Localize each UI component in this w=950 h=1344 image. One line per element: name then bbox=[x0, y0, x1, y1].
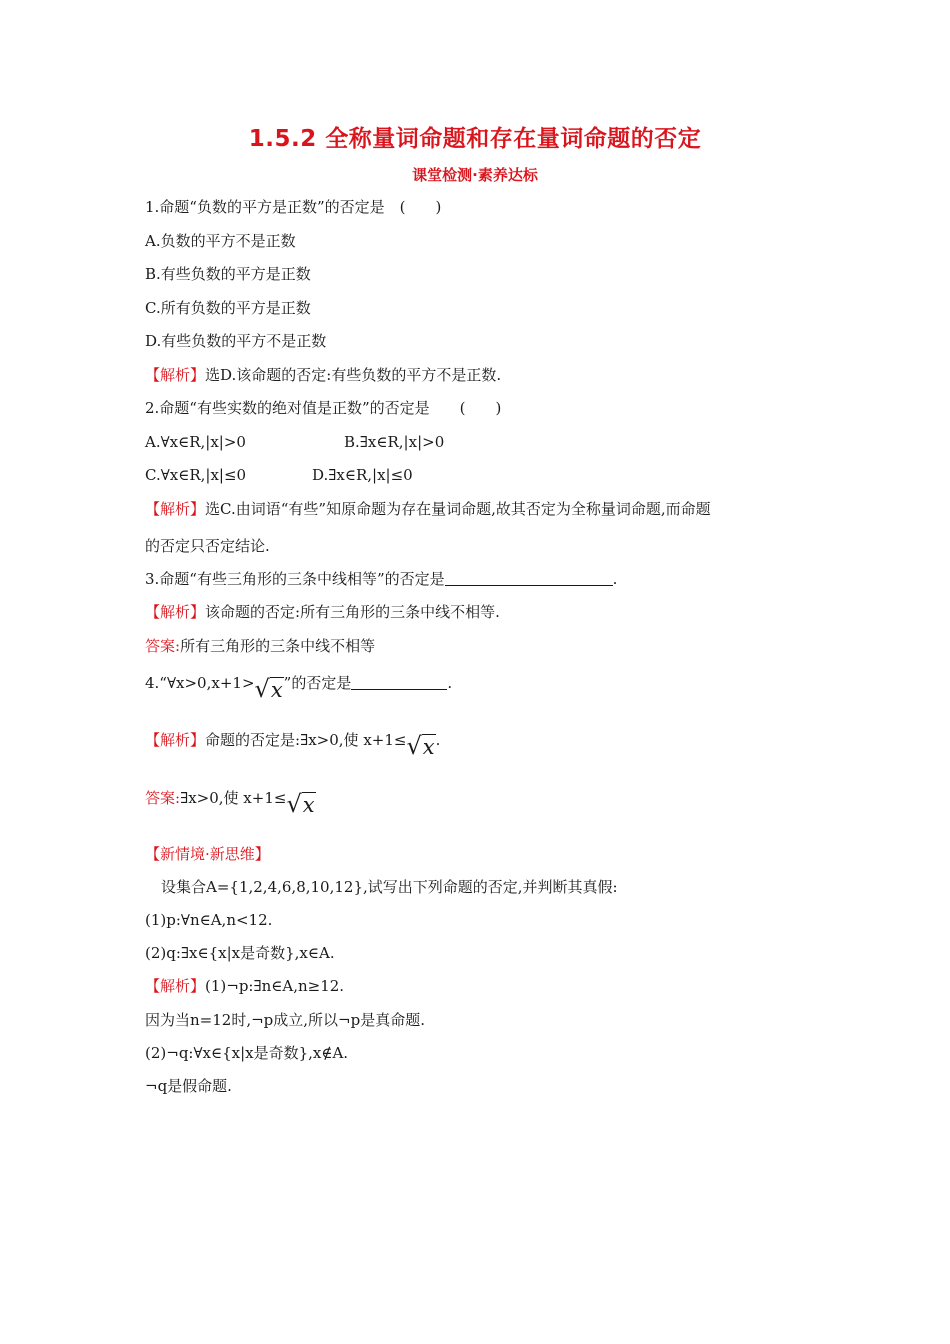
sqrt-arg: x bbox=[270, 678, 283, 702]
page-title: 1.5.2 全称量词命题和存在量词命题的否定 bbox=[248, 126, 702, 152]
q1-analysis bbox=[145, 365, 501, 385]
q3-answer bbox=[145, 636, 375, 656]
proposition-q: (2)q:∃x∈{x|x是奇数},x∈A. bbox=[145, 944, 335, 962]
q4-stem-post: ”的否定是 bbox=[283, 674, 352, 692]
analysis-line-2: 因为当n=12时,¬p成立,所以¬p是真命题. bbox=[145, 1011, 425, 1029]
analysis-line-4: ¬q是假命题. bbox=[145, 1077, 232, 1095]
new-situation-analysis bbox=[145, 976, 344, 996]
analysis-tag: 【解析】 bbox=[145, 366, 206, 384]
proposition-p: (1)p:∀n∈A,n<12. bbox=[145, 911, 273, 929]
analysis-line-1: (1)¬p:∃n∈A,n≥12. bbox=[205, 977, 345, 995]
q4-analysis bbox=[145, 730, 440, 758]
sqrt-arg: x bbox=[302, 793, 315, 817]
q4-answer-text: ∃x>0,使 x+1≤ bbox=[180, 789, 287, 807]
q4-analysis-text: 命题的否定是:∃x>0,使 x+1≤ bbox=[205, 731, 407, 749]
q2-analysis-cont: 的否定只否定结论. bbox=[145, 537, 270, 555]
q1-option-c: C.所有负数的平方是正数 bbox=[145, 299, 311, 317]
analysis-tag: 【解析】 bbox=[145, 731, 206, 749]
q3-analysis bbox=[145, 602, 500, 622]
section-subtitle: 课堂检测·素养达标 bbox=[412, 166, 538, 184]
q2-analysis bbox=[145, 499, 711, 519]
sqrt-x-formula: √x bbox=[254, 675, 283, 703]
analysis-tag: 【解析】 bbox=[145, 977, 206, 995]
answer-label: 答案: bbox=[145, 789, 181, 807]
q3-stem-end: . bbox=[612, 570, 618, 588]
answer-blank bbox=[445, 571, 613, 586]
q4-stem bbox=[145, 673, 452, 701]
q3-analysis-text: 该命题的否定:所有三角形的三条中线不相等. bbox=[205, 603, 500, 621]
q3-stem-text: 3.命题“有些三角形的三条中线相等”的否定是 bbox=[145, 570, 445, 588]
analysis-tag: 【解析】 bbox=[145, 603, 206, 621]
q4-answer bbox=[145, 788, 316, 816]
new-situation-intro: 设集合A={1,2,4,6,8,10,12},试写出下列命题的否定,并判断其真假: bbox=[161, 878, 618, 896]
q3-answer-text: 所有三角形的三条中线不相等 bbox=[180, 637, 376, 655]
answer-blank bbox=[351, 675, 447, 690]
q4-stem-end: . bbox=[447, 674, 453, 692]
analysis-tag: 【解析】 bbox=[145, 500, 206, 518]
q2-option-b: B.∃x∈R,|x|>0 bbox=[344, 433, 445, 451]
q2-stem: 2.命题“有些实数的绝对值是正数”的否定是 ( ) bbox=[145, 399, 502, 417]
q2-analysis-text-1: 选C.由词语“有些”知原命题为存在量词命题,故其否定为全称量词命题,而命题 bbox=[205, 500, 711, 518]
answer-label: 答案: bbox=[145, 637, 181, 655]
q1-option-d: D.有些负数的平方不是正数 bbox=[145, 332, 327, 350]
sqrt-arg: x bbox=[422, 735, 435, 759]
q2-option-d: D.∃x∈R,|x|≤0 bbox=[312, 466, 413, 484]
q1-stem: 1.命题“负数的平方是正数”的否定是 ( ) bbox=[145, 198, 442, 216]
sqrt-x-formula: √x bbox=[406, 732, 435, 760]
q4-stem-pre: 4.“∀x>0,x+1> bbox=[145, 674, 255, 692]
q3-stem bbox=[145, 569, 617, 589]
q2-option-c: C.∀x∈R,|x|≤0 bbox=[145, 466, 247, 484]
sqrt-x-formula: √x bbox=[286, 790, 315, 818]
new-situation-tag: 【新情境·新思维】 bbox=[145, 845, 270, 863]
analysis-line-3: (2)¬q:∀x∈{x|x是奇数},x∉A. bbox=[145, 1044, 349, 1062]
q2-option-a: A.∀x∈R,|x|>0 bbox=[145, 433, 246, 451]
q1-option-a: A.负数的平方不是正数 bbox=[145, 232, 296, 250]
q4-analysis-end: . bbox=[435, 731, 441, 749]
q1-option-b: B.有些负数的平方是正数 bbox=[145, 265, 311, 283]
q1-analysis-text: 选D.该命题的否定:有些负数的平方不是正数. bbox=[205, 366, 502, 384]
